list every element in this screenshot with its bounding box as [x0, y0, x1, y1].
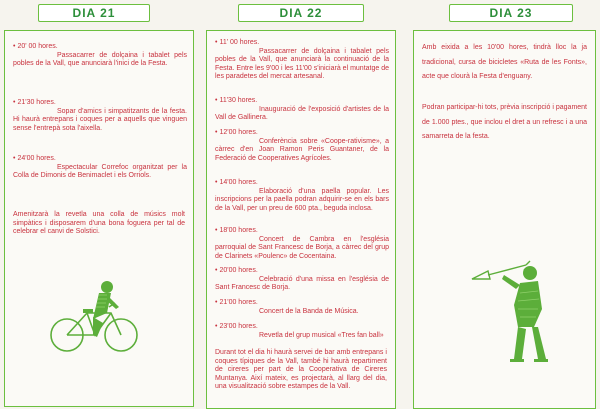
day-23-panel: [413, 30, 596, 409]
event-time: 11' 00 hores.: [219, 39, 260, 46]
event-time: 24'00 hores.: [17, 155, 56, 162]
day-21-column: [4, 0, 194, 409]
day-22-column: [206, 0, 396, 409]
event-description: Revetla del grup musical «Tres fan ball»: [259, 331, 384, 339]
event-item: • 20' 00 hores. Passacarrer de dolçaina i tabalet pels pobles de la Vall, que anunciarà l'inici de la Festa.: [13, 43, 187, 68]
tab-dia-22: DIA 22: [238, 4, 364, 22]
event-description: Elaboració d'una paella popular. Les inscripcions per la paella podran adquirir-se en els bars de la Vall, per un preu de 600 pta., beguda inclosa.: [215, 187, 389, 212]
event-time: 20' 00 hores.: [17, 43, 58, 50]
tab-dia-21: DIA 21: [38, 4, 150, 22]
event-description: Passacarrer de dolçaina i tabalet pels pobles de la Vall, que anunciarà la continuació de la Festa. Entre les 9'00 i les 11'00 s'iniciarà el muntatge de les paradetes del mercat artesanal.: [215, 47, 389, 81]
event-description: Inauguració de l'exposició d'artistes de la Vall de Gallinera.: [215, 105, 389, 122]
event-description: Espectacular Correfoc organitzat per la Colla de Dimonis de Benimaclet i els Orriols.: [13, 163, 187, 180]
event-description: Passacarrer de dolçaina i tabalet pels pobles de la Vall, que anunciarà l'inici de la Festa.: [13, 51, 187, 68]
event-description: Sopar d'amics i simpatitzants de la festa. Hi haurà entrepans i coques per a aquells que vinguen sense l'entrepà sota l'aixella.: [13, 107, 187, 132]
event-item: • 11'30 hores. Inauguració de l'exposició d'artistes de la Vall de Gallinera.: [215, 97, 389, 122]
event-description: Conferència sobre «Coope-rativisme», a càrrec d'en Joan Ramon Peris Guantaner, de la Federació de Cooperatives Agrícoles.: [215, 137, 389, 162]
trumpeter-illustration: [468, 249, 558, 369]
event-item: • 11' 00 hores. Passacarrer de dolçaina i tabalet pels pobles de la Vall, que anunciarà la continuació de la Festa. Entre les 9'00 i les 11'00 s'iniciarà el muntatge de les paradetes del mercat artesanal.: [215, 39, 389, 81]
event-item: • 18'00 hores. Concert de Cambra en l'església parroquial de Sant Francesc de Borja, a càrrec del grup de Clarinets «Poulenc» de Cocentaina.: [215, 227, 389, 260]
event-time: 14'00 hores.: [219, 179, 258, 186]
event-item: • 21'00 hores. Concert de la Banda de Música.: [215, 299, 389, 316]
day-note: Amenitzarà la revetla una colla de músics molt simpàtics i disposarem d'una bona foguera per tal de celebrar el canvi de Solstici.: [13, 211, 185, 236]
day-21-panel: [4, 30, 194, 407]
day-note: Durant tot el dia hi haurà servei de bar amb entrepans i coques típiques de la Vall, també hi haurà repartiment de cireres per part de la Cooperativa de Cireres Muntanya. Així mateix, es projectarà, al llarg del dia, una visualització sobre estampes de la Vall.: [215, 349, 387, 391]
event-time: 21'30 hores.: [17, 99, 56, 106]
event-time: 23'00 hores.: [219, 323, 258, 330]
event-time: 12'00 hores.: [219, 129, 258, 136]
day-22-panel: [206, 30, 396, 409]
event-item: • 24'00 hores. Espectacular Correfoc organitzat per la Colla de Dimonis de Benimaclet i els Orriols.: [13, 155, 187, 180]
event-item: • 21'30 hores. Sopar d'amics i simpatitzants de la festa. Hi haurà entrepans i coques per a aquells que vinguen sense l'entrepà sota l'aixella.: [13, 99, 187, 132]
event-item: • 14'00 hores. Elaboració d'una paella popular. Les inscripcions per la paella podran adquirir-se en els bars de la Vall, per un preu de 600 pta., beguda inclosa.: [215, 179, 389, 212]
day-paragraph: Amb eixida a les 10'00 hores, tindrà lloc la ja tradicional, cursa de bicicletes «Ruta de les Fonts», acte que clourà la Festa d'enguany.: [422, 44, 587, 80]
day-23-column: [413, 0, 596, 409]
tab-dia-23: DIA 23: [449, 4, 573, 22]
event-description: Celebració d'una missa en l'església de Sant Francesc de Borja.: [215, 275, 389, 292]
event-time: 18'00 hores.: [219, 227, 258, 234]
event-description: Concert de la Banda de Música.: [259, 307, 359, 315]
day-paragraph: Podran participar-hi tots, prèvia inscripció i pagament de 1.000 ptes., que inclou el dret a un refresc i a una samarreta de la festa.: [422, 104, 587, 140]
event-description: Concert de Cambra en l'església parroquial de Sant Francesc de Borja, a càrrec del grup de Clarinets «Poulenc» de Cocentaina.: [215, 235, 389, 260]
event-item: • 23'00 hores. Revetla del grup musical «Tres fan ball»: [215, 323, 389, 340]
event-time: 21'00 hores.: [219, 299, 258, 306]
cyclist-illustration: [49, 279, 141, 357]
event-item: • 20'00 hores. Celebració d'una missa en l'església de Sant Francesc de Borja.: [215, 267, 389, 292]
event-time: 20'00 hores.: [219, 267, 258, 274]
event-item: • 12'00 hores. Conferència sobre «Coope-rativisme», a càrrec d'en Joan Ramon Peris Guantaner, de la Federació de Cooperatives Agrícoles.: [215, 129, 389, 162]
event-time: 11'30 hores.: [219, 97, 258, 104]
